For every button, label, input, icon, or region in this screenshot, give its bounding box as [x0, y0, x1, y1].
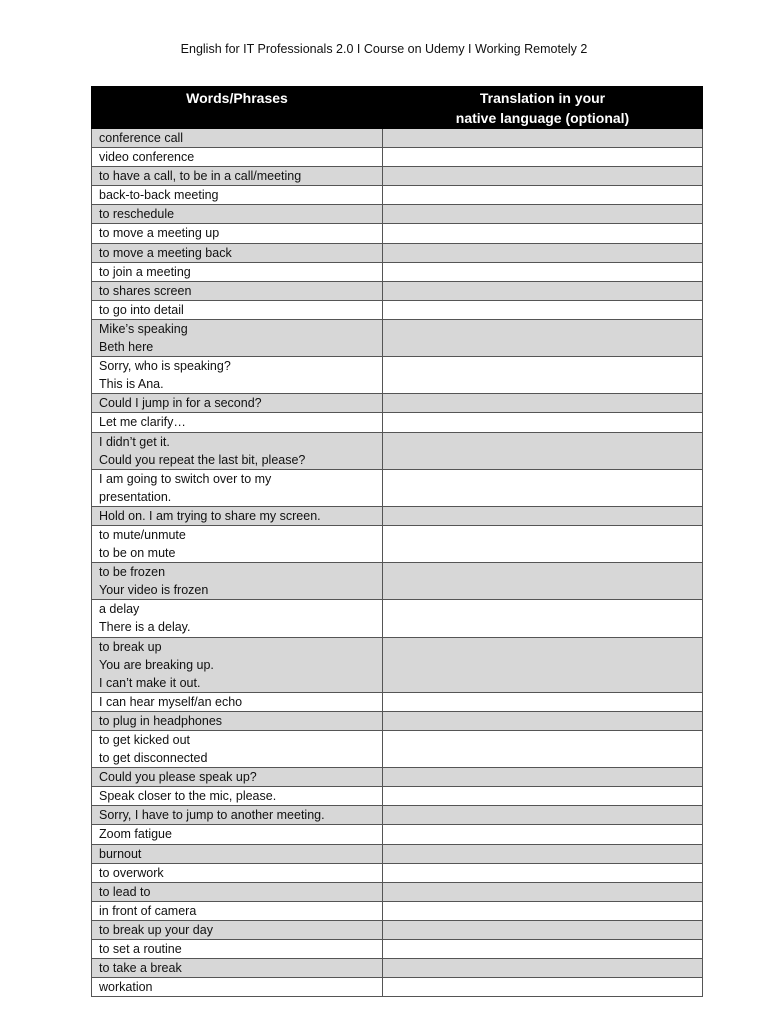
phrase-cell: I didn’t get it. Could you repeat the last bit, please?	[92, 432, 383, 469]
phrase-cell: workation	[92, 978, 383, 997]
phrase-cell: to overwork	[92, 863, 383, 882]
table-row	[92, 563, 703, 600]
phrase-cell: Speak closer to the mic, please.	[92, 787, 383, 806]
phrase-cell: video conference	[92, 148, 383, 167]
translation-cell[interactable]	[383, 787, 703, 806]
phrase-cell: a delay There is a delay.	[92, 600, 383, 637]
table-row	[92, 731, 703, 768]
translation-cell[interactable]	[383, 413, 703, 432]
table-row	[92, 432, 703, 469]
phrase-cell: to move a meeting back	[92, 243, 383, 262]
translation-cell[interactable]	[383, 281, 703, 300]
translation-cell[interactable]	[383, 692, 703, 711]
phrase-cell: to reschedule	[92, 205, 383, 224]
table-row	[92, 768, 703, 787]
translation-cell[interactable]	[383, 432, 703, 469]
table-row	[92, 148, 703, 167]
phrase-cell: I can hear myself/an echo	[92, 692, 383, 711]
phrase-cell: Zoom fatigue	[92, 825, 383, 844]
translation-cell[interactable]	[383, 637, 703, 692]
table-row	[92, 224, 703, 243]
phrase-cell: Mike’s speaking Beth here	[92, 319, 383, 356]
translation-cell[interactable]	[383, 243, 703, 262]
phrase-cell: to take a break	[92, 959, 383, 978]
phrase-cell: to get kicked out to get disconnected	[92, 731, 383, 768]
phrase-cell: to plug in headphones	[92, 711, 383, 730]
table-row	[92, 319, 703, 356]
table-row	[92, 600, 703, 637]
phrase-cell: to break up your day	[92, 920, 383, 939]
table-row	[92, 806, 703, 825]
phrase-cell: to move a meeting up	[92, 224, 383, 243]
table-row	[92, 978, 703, 997]
table-row	[92, 262, 703, 281]
phrase-cell: Let me clarify…	[92, 413, 383, 432]
table-row	[92, 186, 703, 205]
translation-cell[interactable]	[383, 224, 703, 243]
translation-cell[interactable]	[383, 731, 703, 768]
translation-cell[interactable]	[383, 167, 703, 186]
table-row	[92, 901, 703, 920]
translation-cell[interactable]	[383, 129, 703, 148]
column-header-words: Words/Phrases	[92, 87, 383, 129]
table-row	[92, 506, 703, 525]
table-row	[92, 243, 703, 262]
table-row	[92, 413, 703, 432]
translation-cell[interactable]	[383, 901, 703, 920]
table-row	[92, 281, 703, 300]
phrase-cell: Sorry, who is speaking? This is Ana.	[92, 357, 383, 394]
translation-cell[interactable]	[383, 806, 703, 825]
phrase-cell: to set a routine	[92, 940, 383, 959]
phrase-cell: to break up You are breaking up. I can’t make it out.	[92, 637, 383, 692]
phrase-cell: to be frozen Your video is frozen	[92, 563, 383, 600]
table-row	[92, 129, 703, 148]
table-row	[92, 205, 703, 224]
translation-cell[interactable]	[383, 205, 703, 224]
phrase-cell: Could you please speak up?	[92, 768, 383, 787]
table-row	[92, 167, 703, 186]
translation-cell[interactable]	[383, 863, 703, 882]
phrase-cell: burnout	[92, 844, 383, 863]
table-row	[92, 959, 703, 978]
translation-cell[interactable]	[383, 148, 703, 167]
translation-cell[interactable]	[383, 978, 703, 997]
table-header-row	[92, 87, 703, 129]
phrase-cell: to join a meeting	[92, 262, 383, 281]
phrase-cell: to mute/unmute to be on mute	[92, 525, 383, 562]
phrase-cell: Hold on. I am trying to share my screen.	[92, 506, 383, 525]
phrase-cell: to have a call, to be in a call/meeting	[92, 167, 383, 186]
translation-cell[interactable]	[383, 319, 703, 356]
translation-cell[interactable]	[383, 882, 703, 901]
translation-cell[interactable]	[383, 959, 703, 978]
table-row	[92, 844, 703, 863]
phrase-cell: in front of camera	[92, 901, 383, 920]
translation-cell[interactable]	[383, 525, 703, 562]
column-header-translation: Translation in your native language (optional)	[383, 87, 703, 129]
table-row	[92, 469, 703, 506]
table-row	[92, 357, 703, 394]
table-row	[92, 920, 703, 939]
translation-cell[interactable]	[383, 844, 703, 863]
table-row	[92, 394, 703, 413]
table-row	[92, 882, 703, 901]
table-row	[92, 711, 703, 730]
phrase-cell: Sorry, I have to jump to another meeting.	[92, 806, 383, 825]
translation-cell[interactable]	[383, 394, 703, 413]
translation-cell[interactable]	[383, 262, 703, 281]
table-row	[92, 787, 703, 806]
table-row	[92, 637, 703, 692]
phrase-cell: to lead to	[92, 882, 383, 901]
translation-cell[interactable]	[383, 600, 703, 637]
phrase-cell: Could I jump in for a second?	[92, 394, 383, 413]
table-body	[92, 129, 703, 997]
translation-cell[interactable]	[383, 186, 703, 205]
table-row	[92, 525, 703, 562]
phrase-cell: conference call	[92, 129, 383, 148]
vocabulary-table	[91, 86, 703, 997]
translation-cell[interactable]	[383, 563, 703, 600]
translation-cell[interactable]	[383, 920, 703, 939]
page-header: English for IT Professionals 2.0 I Course on Udemy I Working Remotely 2	[180, 42, 588, 56]
translation-cell[interactable]	[383, 469, 703, 506]
translation-cell[interactable]	[383, 825, 703, 844]
phrase-cell: I am going to switch over to my presentation.	[92, 469, 383, 506]
translation-cell[interactable]	[383, 711, 703, 730]
table-row	[92, 300, 703, 319]
phrase-cell: to go into detail	[92, 300, 383, 319]
translation-cell[interactable]	[383, 940, 703, 959]
table-row	[92, 940, 703, 959]
translation-cell[interactable]	[383, 300, 703, 319]
translation-cell[interactable]	[383, 506, 703, 525]
translation-cell[interactable]	[383, 357, 703, 394]
table-row	[92, 825, 703, 844]
phrase-cell: back-to-back meeting	[92, 186, 383, 205]
phrase-cell: to shares screen	[92, 281, 383, 300]
table-row	[92, 863, 703, 882]
table-row	[92, 692, 703, 711]
translation-cell[interactable]	[383, 768, 703, 787]
